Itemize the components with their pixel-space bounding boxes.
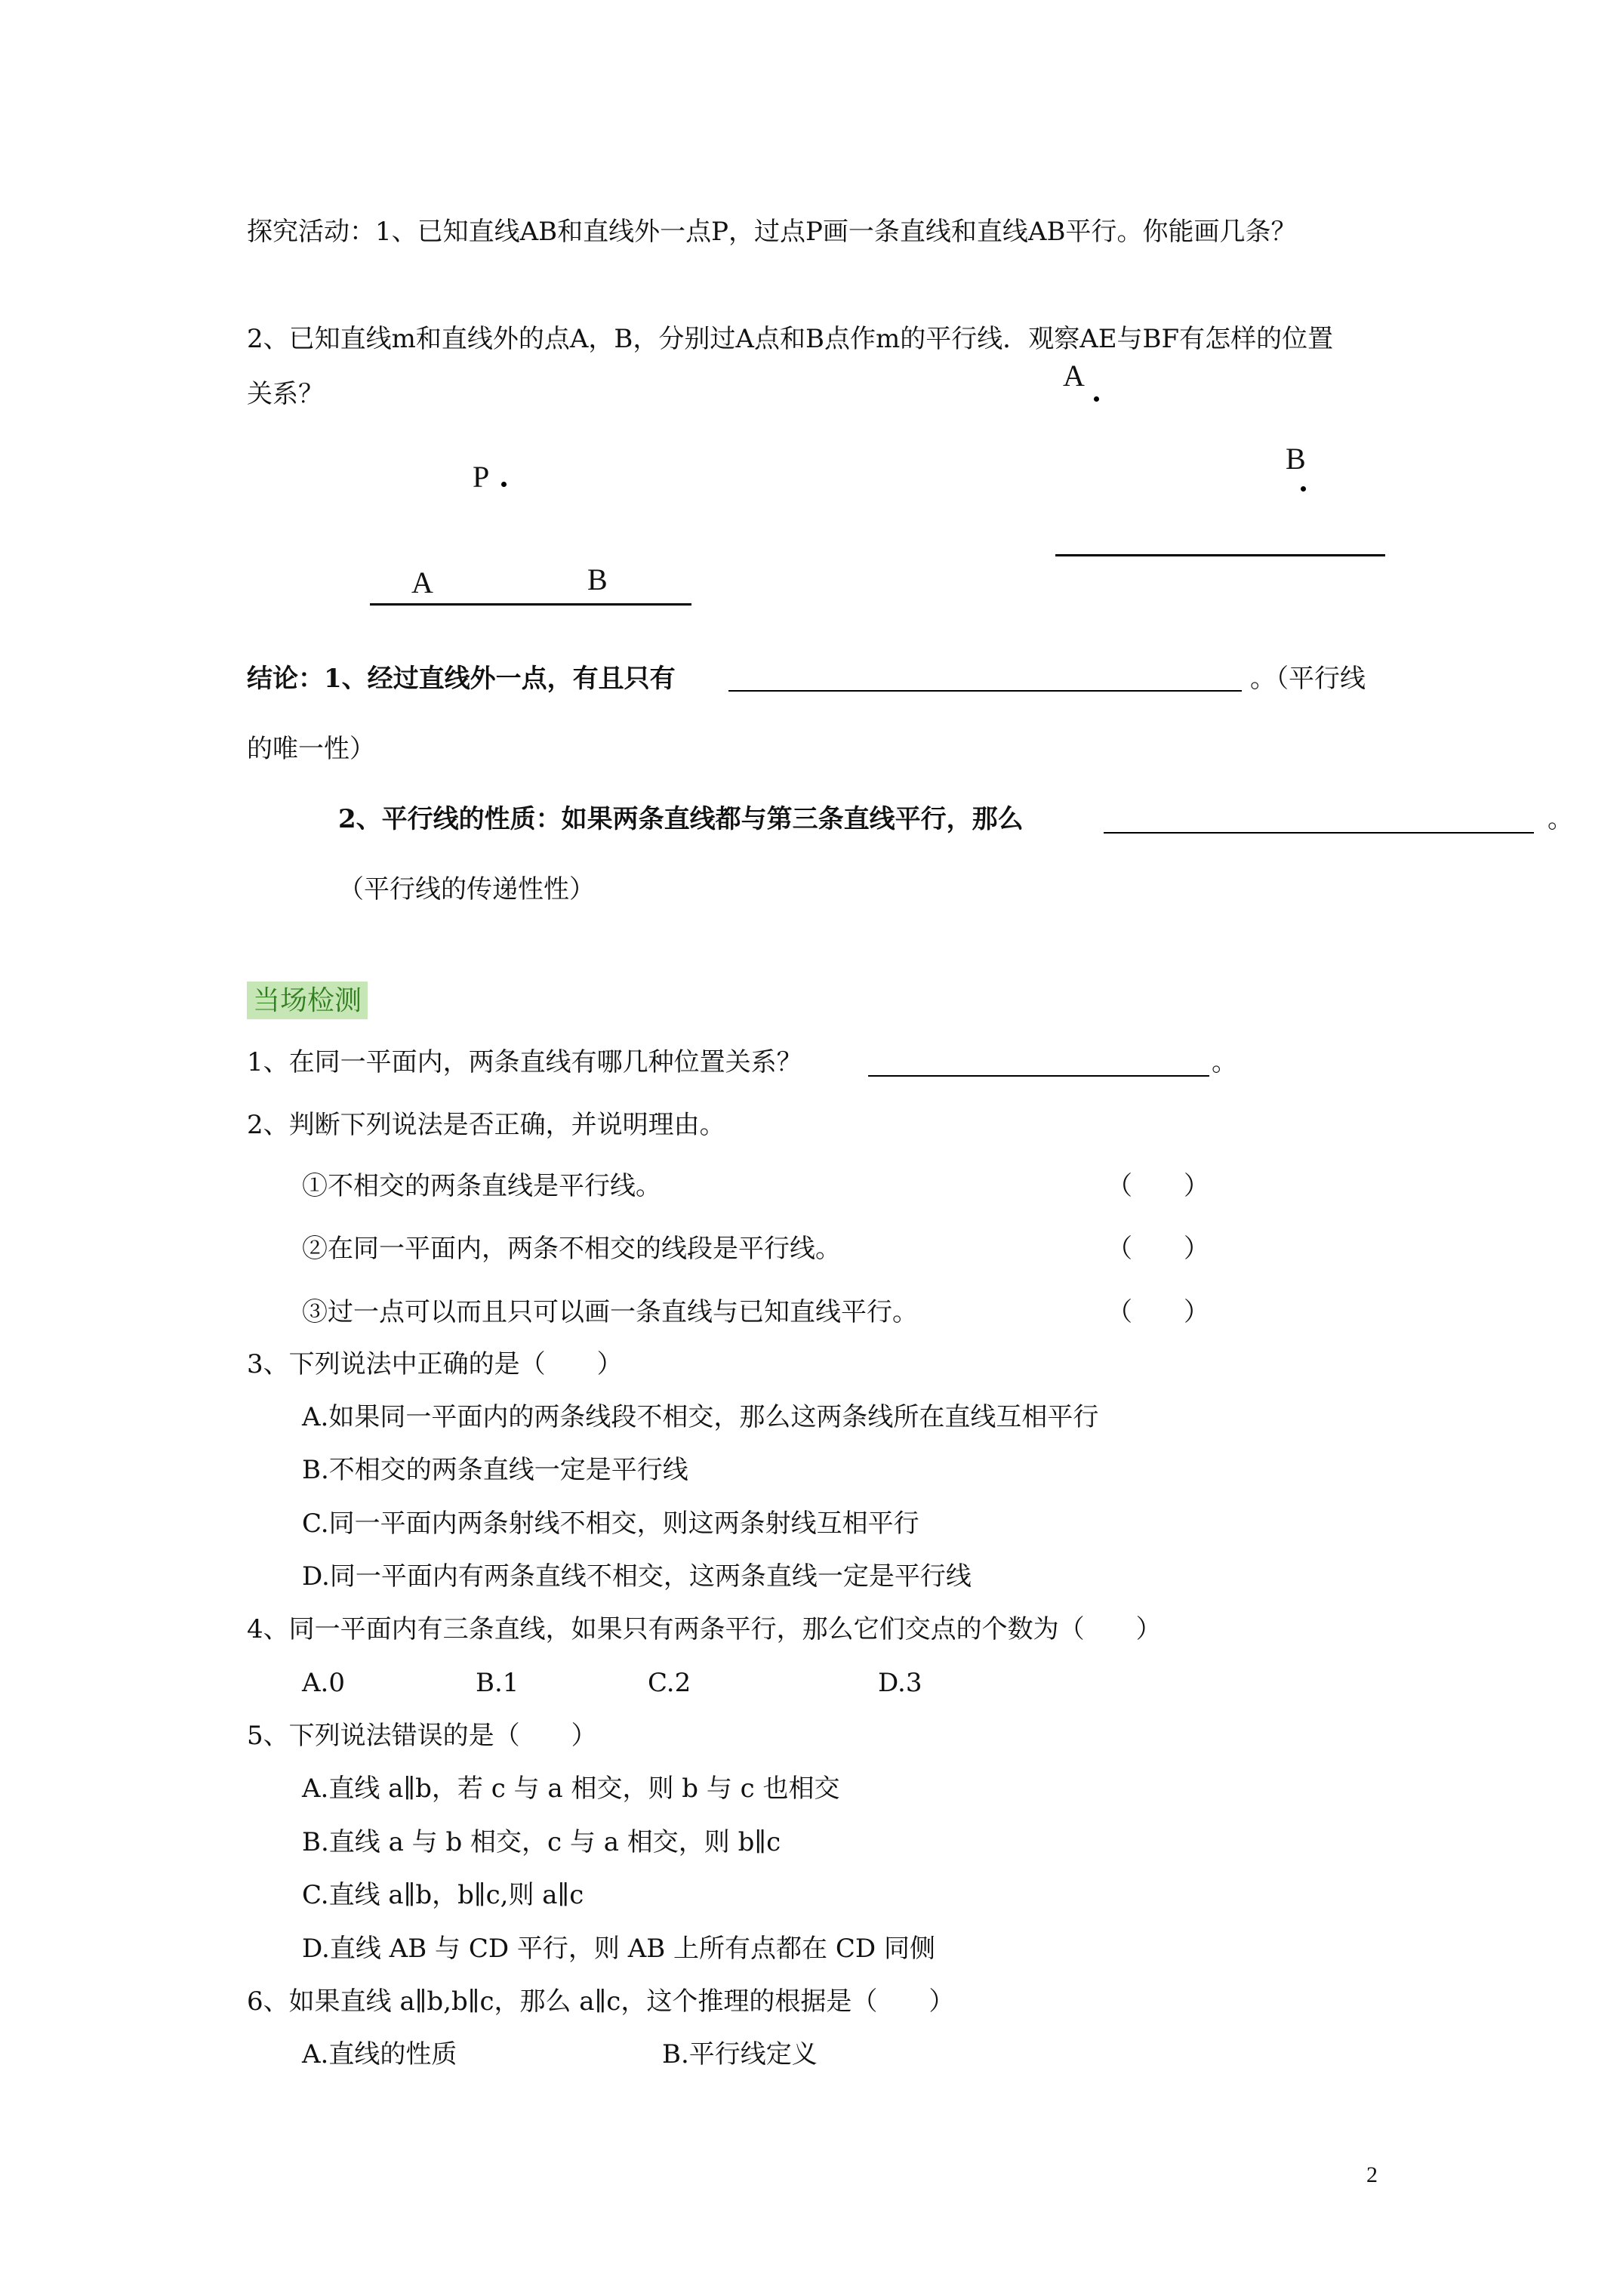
question-2-item: ②在同一平面内，两条不相交的线段是平行线。 bbox=[302, 1234, 841, 1264]
question-3-stem: 3、下列说法中正确的是（ ） bbox=[247, 1349, 623, 1379]
question-5-option-a: A.直线 a∥b，若 c 与 a 相交，则 b 与 c 也相交 bbox=[302, 1774, 840, 1804]
question-3-option-a: A.如果同一平面内的两条线段不相交，那么这两条线所在直线互相平行 bbox=[302, 1402, 1099, 1432]
explore-question-2-line2: 关系？ bbox=[247, 379, 324, 409]
answer-bracket: （ ） bbox=[1107, 1297, 1209, 1327]
explore-question-1: 探究活动：1、已知直线AB和直线外一点P，过点P画一条直线和直线AB平行。你能画几条？ bbox=[247, 217, 1297, 247]
question-6-option-a: A.直线的性质 bbox=[302, 2039, 457, 2069]
question-3-option-d: D.同一平面内有两条直线不相交，这两条直线一定是平行线 bbox=[302, 1561, 972, 1592]
conclusion-1-blank bbox=[728, 690, 1242, 692]
question-5-stem: 5、下列说法错误的是（ ） bbox=[247, 1721, 597, 1751]
conclusion-2-end: 。 bbox=[1548, 804, 1573, 834]
figure1-label-a: A bbox=[411, 566, 433, 599]
question-5-option-c: C.直线 a∥b，b∥c,则 a∥c bbox=[302, 1880, 584, 1910]
figure1-label-p: P bbox=[473, 460, 490, 494]
conclusion-2: 2、平行线的性质：如果两条直线都与第三条直线平行，那么 bbox=[338, 804, 1024, 834]
conclusion-1: 结论：1、经过直线外一点，有且只有 bbox=[247, 664, 676, 694]
figure1-line-ab bbox=[370, 603, 691, 606]
explore-question-2-line1: 2、已知直线m和直线外的点A，B，分别过A点和B点作m的平行线．观察AE与BF有怎样的位置 bbox=[247, 324, 1334, 354]
figure2-point-b bbox=[1301, 486, 1306, 492]
question-4-option-c: C.2 bbox=[648, 1668, 691, 1698]
question-3-option-b: B.不相交的两条直线一定是平行线 bbox=[302, 1455, 688, 1485]
conclusion-2-blank bbox=[1104, 832, 1534, 834]
question-2-stem: 2、判断下列说法是否正确，并说明理由。 bbox=[247, 1110, 725, 1140]
conclusion-1-end: 。（平行线 bbox=[1250, 664, 1366, 694]
answer-bracket: （ ） bbox=[1107, 1234, 1209, 1264]
question-3-option-c: C.同一平面内两条射线不相交，则这两条射线互相平行 bbox=[302, 1509, 919, 1539]
section-tag-quick-check: 当场检测 bbox=[247, 982, 368, 1019]
question-4-option-d: D.3 bbox=[878, 1668, 922, 1698]
question-4-stem: 4、同一平面内有三条直线，如果只有两条平行，那么它们交点的个数为（ ） bbox=[247, 1614, 1162, 1644]
figure1-point-p bbox=[501, 482, 507, 487]
question-1: 1、在同一平面内，两条直线有哪几种位置关系？ bbox=[247, 1047, 802, 1077]
figure2-label-b: B bbox=[1286, 442, 1306, 476]
question-6-stem: 6、如果直线 a∥b,b∥c，那么 a∥c，这个推理的根据是（ ） bbox=[247, 1986, 955, 2017]
question-5-option-b: B.直线 a 与 b 相交，c 与 a 相交，则 b∥c bbox=[302, 1827, 781, 1857]
question-1-end: 。 bbox=[1212, 1047, 1237, 1077]
question-4-option-a: A.0 bbox=[302, 1668, 345, 1698]
answer-bracket: （ ） bbox=[1107, 1171, 1209, 1201]
question-2-item: ①不相交的两条直线是平行线。 bbox=[302, 1171, 661, 1201]
conclusion-1-line2: 的唯一性） bbox=[247, 734, 375, 764]
figure2-point-a bbox=[1094, 396, 1099, 402]
figure2-label-a: A bbox=[1063, 359, 1085, 393]
question-2-item: ③过一点可以而且只可以画一条直线与已知直线平行。 bbox=[302, 1297, 918, 1327]
question-5-option-d: D.直线 AB 与 CD 平行，则 AB 上所有点都在 CD 同侧 bbox=[302, 1934, 935, 1964]
figure2-line-m bbox=[1055, 554, 1385, 556]
question-6-option-b: B.平行线定义 bbox=[662, 2039, 818, 2069]
conclusion-2-line2: （平行线的传递性性） bbox=[338, 874, 595, 905]
question-4-option-b: B.1 bbox=[476, 1668, 519, 1698]
question-1-blank bbox=[868, 1075, 1209, 1077]
page-number: 2 bbox=[1366, 2162, 1378, 2187]
figure1-label-b: B bbox=[587, 562, 608, 596]
